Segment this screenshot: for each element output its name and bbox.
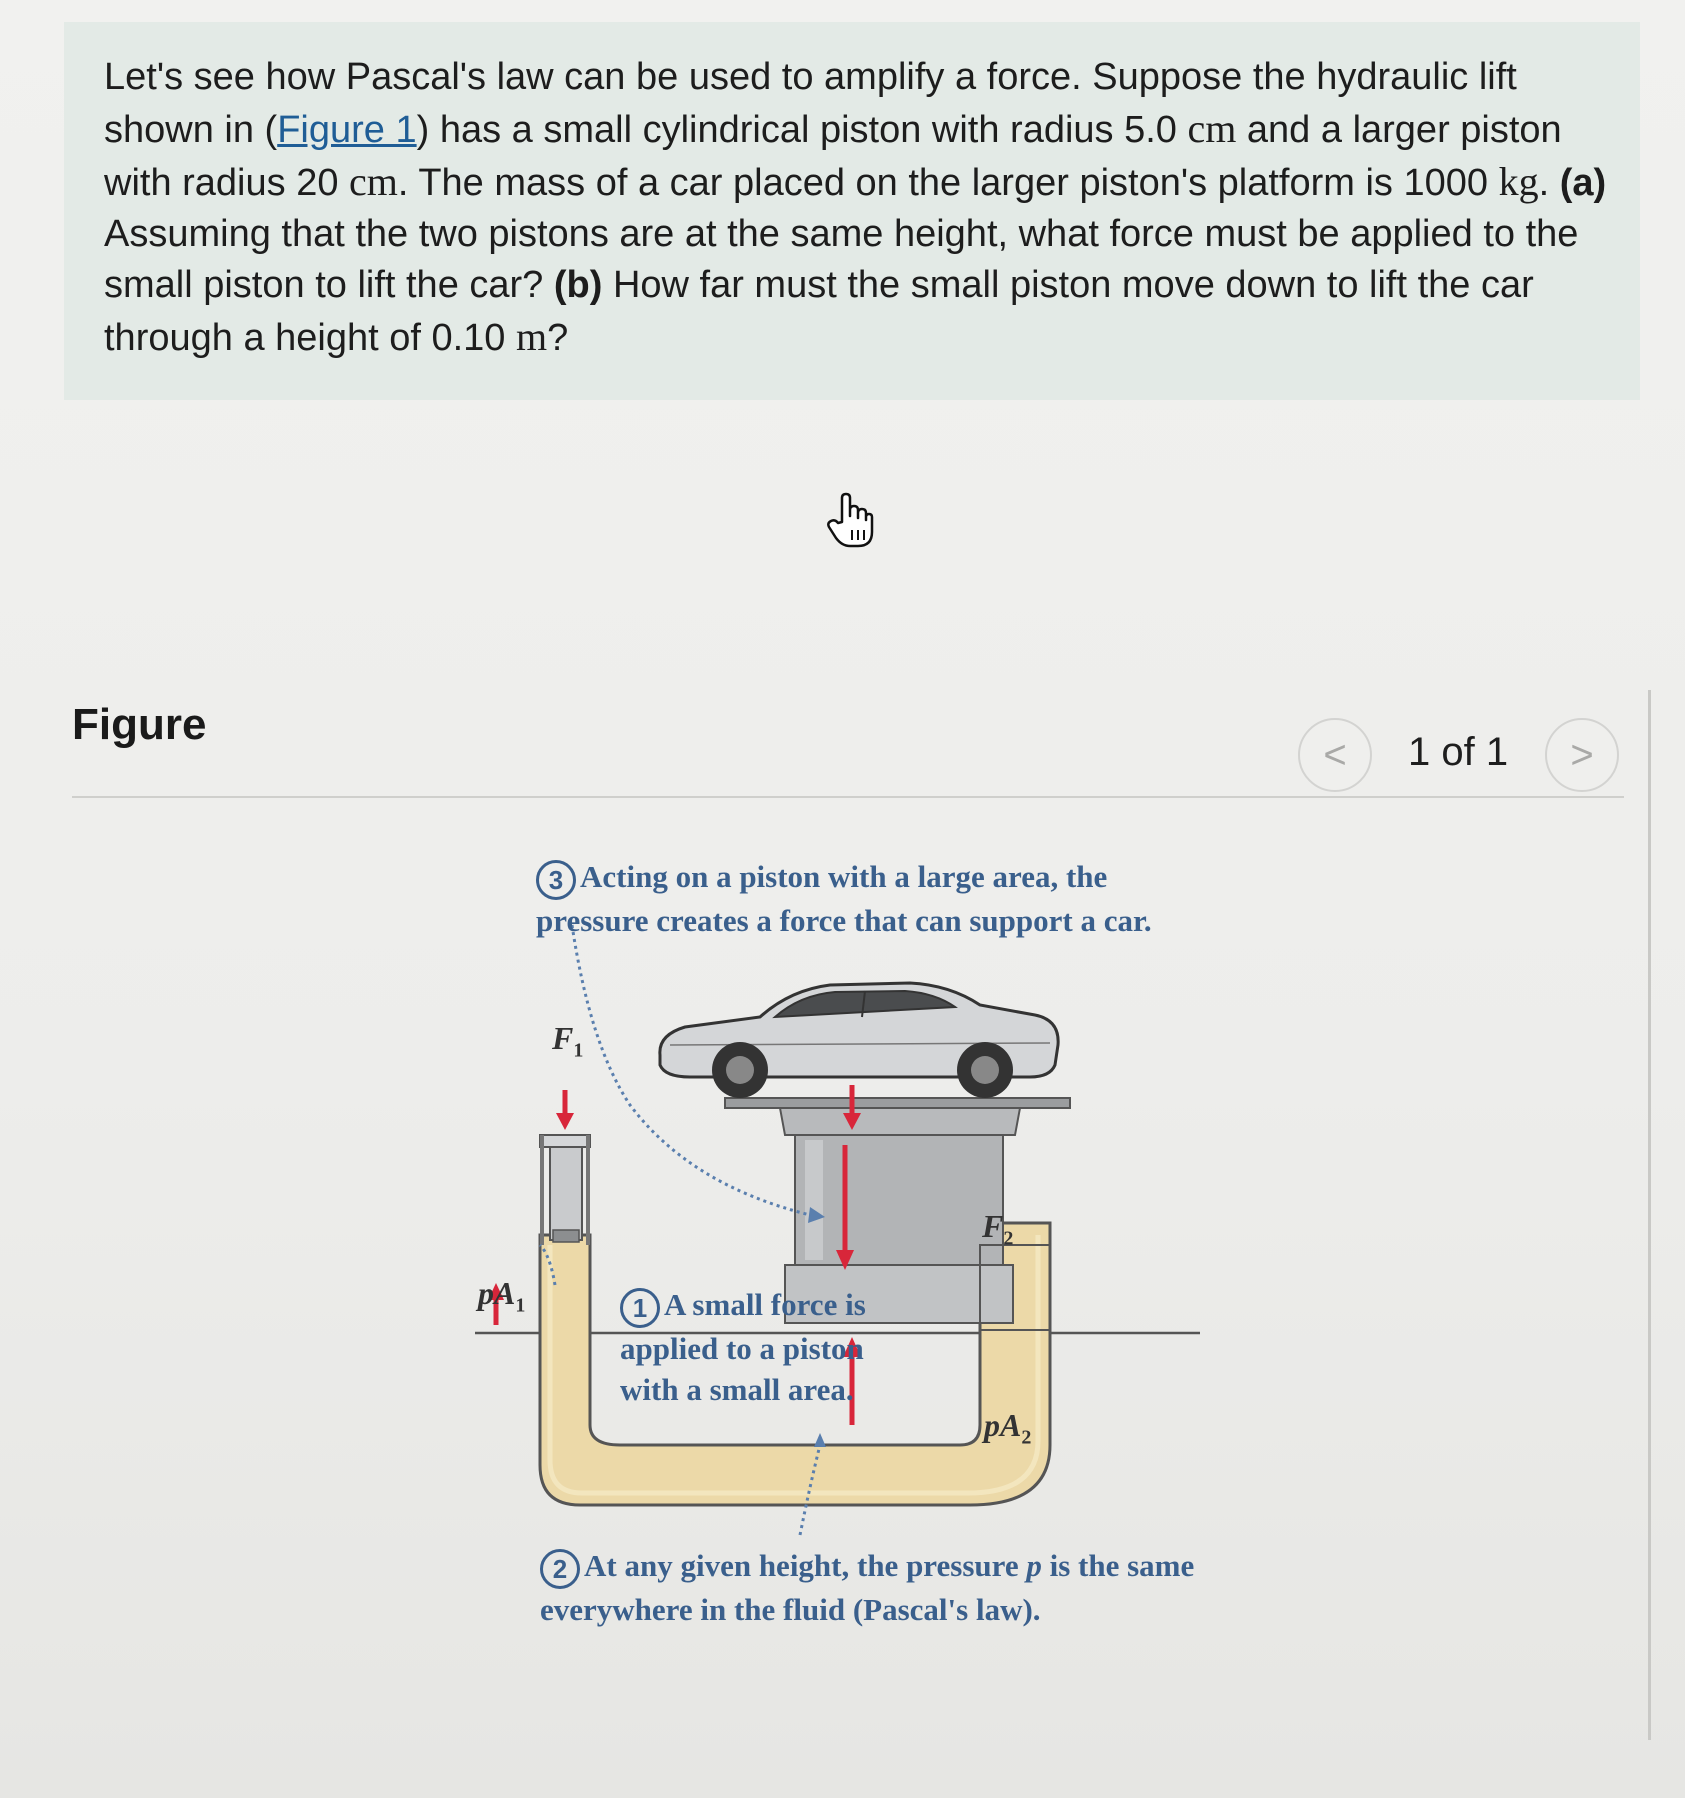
car-icon (660, 983, 1058, 1098)
step-3-badge: 3 (536, 860, 576, 900)
label-pa1 (478, 1275, 525, 1317)
caption-step-2 (540, 1545, 1240, 1630)
caption-2-p: p (1026, 1548, 1042, 1583)
label-f2 (982, 1208, 1013, 1250)
question-text-part: ? (547, 317, 569, 359)
label-pa2-subscript: 2 (1021, 1426, 1032, 1449)
large-piston-rod (795, 1135, 1003, 1265)
label-f1-subscript: 1 (573, 1039, 584, 1062)
label-f2-subscript: 2 (1003, 1227, 1014, 1250)
small-piston-head (553, 1230, 579, 1242)
label-pa2 (984, 1407, 1031, 1449)
part-a-text: Assuming that the two pistons are at the same height, what force must be applied to the small piston to lift the car? (104, 213, 1579, 306)
label-pa2-symbol: pA (984, 1407, 1022, 1443)
unit-cm: cm (1187, 106, 1237, 151)
figure-link[interactable]: Figure 1 (277, 109, 417, 151)
next-figure-button[interactable] (1545, 718, 1619, 792)
label-pa1-subscript: 1 (515, 1294, 526, 1317)
unit-m: m (516, 314, 548, 359)
label-pa1-symbol: pA (478, 1275, 516, 1311)
caption-step-1 (620, 1284, 900, 1410)
chevron-right-icon: > (1570, 732, 1594, 777)
label-f2-symbol: F (982, 1208, 1004, 1244)
question-text-part: ) has a small cylindrical piston with radius 5.0 (416, 109, 1188, 151)
caption-2-text: is the same everywhere in the fluid (Pascal's law). (540, 1548, 1195, 1627)
step-1-badge: 1 (620, 1288, 660, 1328)
unit-cm: cm (349, 159, 398, 204)
figure-page-count: 1 of 1 (1408, 730, 1509, 774)
caption-1-text: A small force is applied to a piston with a small area. (620, 1287, 866, 1407)
unit-kg: kg (1498, 159, 1539, 204)
question-text-part: and a larger piston with radius 20 (104, 109, 1562, 204)
caption-step-3 (536, 856, 1176, 941)
caption-2-text: At any given height, the pressure (584, 1548, 1027, 1583)
chevron-left-icon: < (1323, 732, 1347, 777)
previous-figure-button[interactable] (1298, 718, 1372, 792)
step-2-badge: 2 (540, 1549, 580, 1589)
car-platform (725, 1098, 1070, 1108)
question-text-part: . (1538, 162, 1560, 204)
small-piston-rod (550, 1145, 582, 1240)
question-text (104, 52, 1624, 364)
label-f1-symbol: F (552, 1020, 574, 1056)
question-panel (64, 22, 1640, 400)
hydraulic-lift-diagram (470, 845, 1230, 1645)
part-a-label: (a) (1559, 162, 1607, 204)
part-b-label: (b) (553, 264, 603, 306)
question-text-part: . The mass of a car placed on the larger piston's platform is 1000 (397, 162, 1499, 204)
caption-3-text: Acting on a piston with a large area, the pressure creates a force that can support a car. (536, 859, 1152, 938)
panel-edge (1648, 690, 1651, 1740)
part-b-text: How far must the small piston move down to lift the car through a height of 0.10 (104, 264, 1534, 359)
figure-title: Figure (72, 700, 207, 749)
figure-divider (72, 796, 1624, 798)
label-f1 (552, 1020, 583, 1062)
hand-cursor-icon (826, 492, 874, 550)
question-text-part: Let's see how Pascal's law can be used to amplify a force. Suppose the hydraulic lift shown in ( (104, 56, 1517, 151)
